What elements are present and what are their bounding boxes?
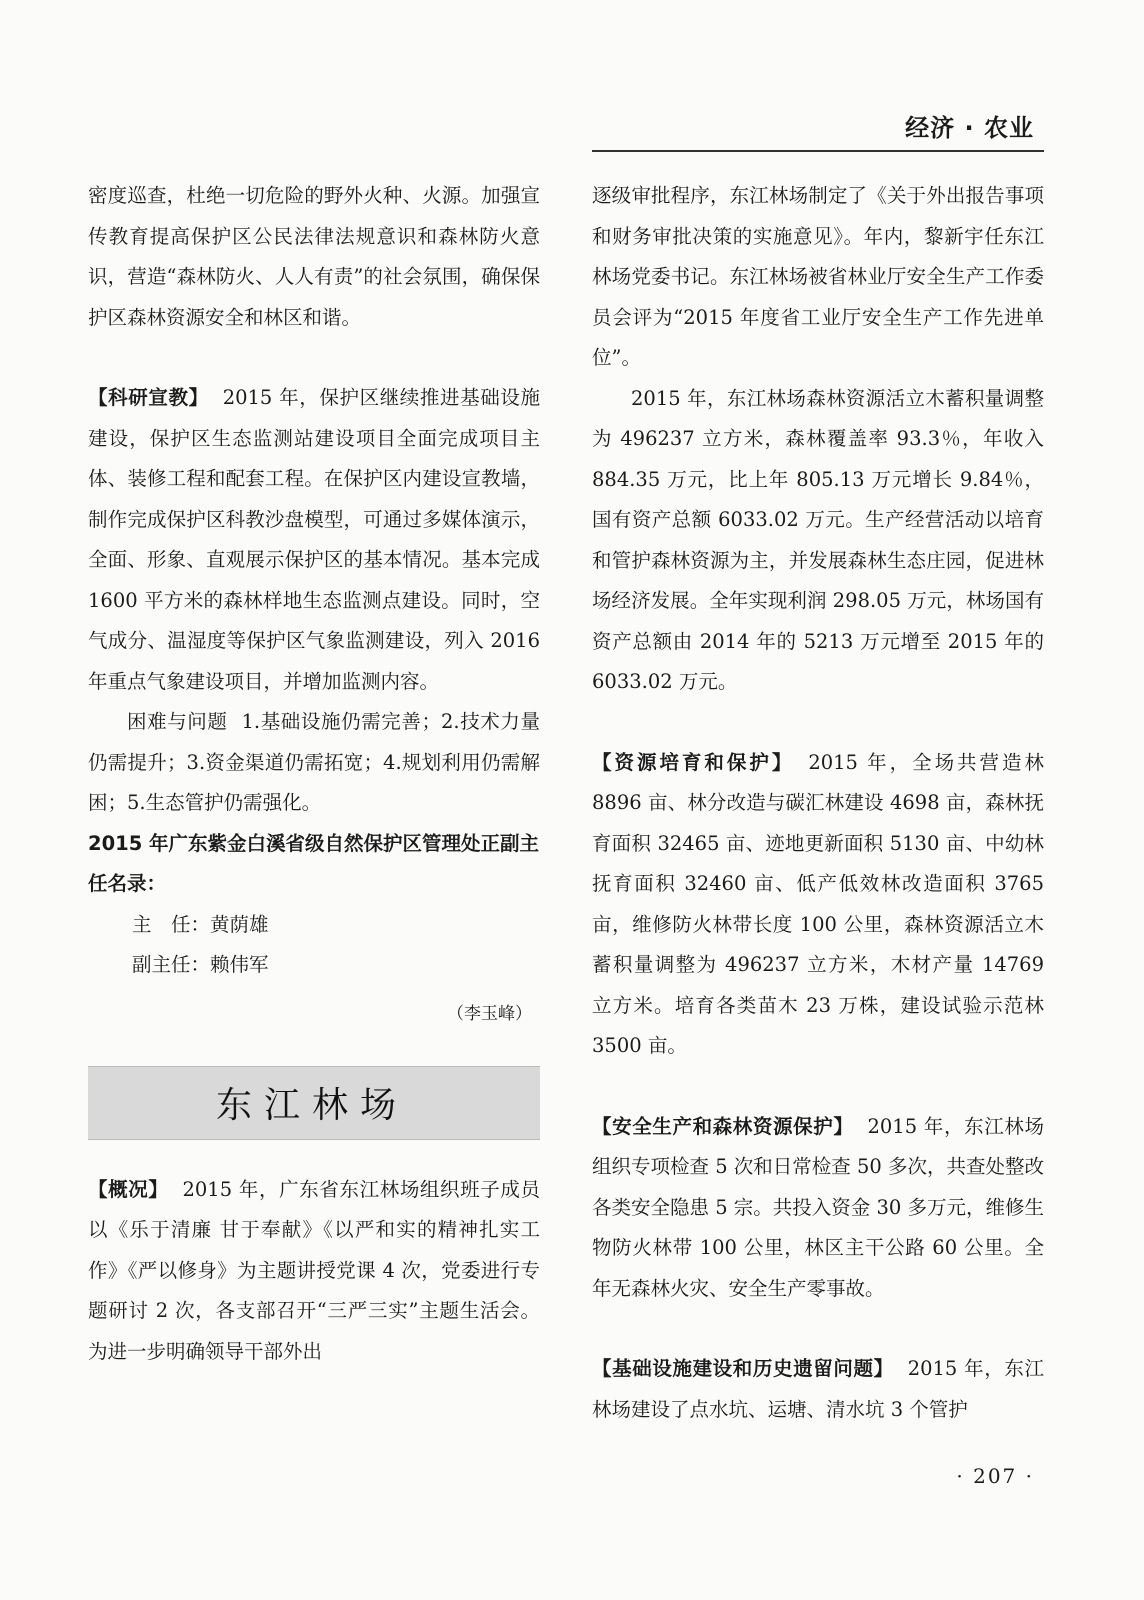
overview-section	[88, 1170, 540, 1373]
resources-text: 2015 年，全场共营造林 8896 亩、林分改造与碳汇林建设 4698 亩，森林抚育面积 32465 亩、迹地更新面积 5130 亩、中幼林抚育面积 32460 亩、低产低效林改造面积 3765 亩，维修防火林带长度 100 公里，森林资源活立木蓄积量调整为 496237 立方米，木材产量 14769 立方米。培育各类苗木 23 万株，建设试验示范林 3500 亩。	[592, 750, 1044, 1057]
section-banner	[88, 1066, 540, 1140]
roster-director	[88, 905, 540, 946]
author-credit: （李玉峰）	[447, 1003, 532, 1024]
page-number: · 207 ·	[956, 1464, 1034, 1488]
roster-name: 黄荫雄	[210, 912, 269, 936]
infrastructure-section	[592, 1349, 1044, 1430]
research-section	[88, 378, 540, 702]
infrastructure-title: 【基础设施建设和历史遗留问题】	[592, 1357, 894, 1380]
resources-title: 【资源培育和保护】	[592, 750, 795, 774]
infrastructure-text: 2015 年，东江林场建设了点水坑、运塘、清水坑 3 个管护	[592, 1357, 1044, 1421]
problems-paragraph	[88, 702, 540, 824]
section-header: 经济 · 农业	[905, 114, 1034, 142]
problems-text: 1.基础设施仍需完善；2.技术力量仍需提升；3.资金渠道仍需拓宽；4.规划利用仍需解困；5.生态管护仍需强化。	[88, 710, 540, 814]
safety-text: 2015 年，东江林场组织专项检查 5 次和日常检查 50 多次，共查处整改各类安全隐患 5 宗。共投入资金 30 多万元，维修生物防火林带 100 公里，林区主干公路 60 公里。全年无森林火灾、安全生产零事故。	[592, 1114, 1045, 1300]
header-rule	[592, 150, 1044, 152]
roster-name: 赖伟军	[210, 953, 269, 976]
right-column	[592, 176, 1044, 1430]
roster-role: 副主任：	[132, 953, 211, 976]
research-text: 2015 年，保护区继续推进基础设施建设，保护区生态监测站建设项目全面完成项目主体、装修工程和配套工程。在保护区内建设宣教墙，制作完成保护区科教沙盘模型，可通过多媒体演示，全面、形象、直观展示保护区的基本情况。基本完成 1600 平方米的森林样地生态监测点建设。同时，空气成分、温湿度等保护区气象监测建设，列入 2016 年重点气象建设项目，并增加监测内容。	[88, 386, 540, 693]
problems-label: 困难与问题	[127, 710, 228, 733]
left-column	[88, 176, 540, 1372]
roster-title: 2015 年广东紫金白溪省级自然保护区管理处正副主任名录：	[88, 831, 540, 895]
research-title: 【科研宣教】	[88, 386, 209, 409]
fire-protection-paragraph: 密度巡查，杜绝一切危险的野外火种、火源。加强宣传教育提高保护区公民法律法规意识和森林防火意识，营造“森林防火、人人有责”的社会氛围，确保保护区森林资源安全和林区和谐。	[88, 184, 540, 329]
forest-stats-paragraph: 2015 年，东江林场森林资源活立木蓄积量调整为 496237 立方米，森林覆盖率 93.3％，年收入 884.35 万元，比上年 805.13 万元增长 9.84％，国有资产总额 6033.02 万元。生产经营活动以培育和管护森林资源为主，并发展森林生态庄园，促进林场经济发展。全年实现利润 298.05 万元，林场国有资产总额由 2014 年的 5213 万元增至 2015 年的 6033.02 万元。	[592, 386, 1044, 693]
banner-title: 东江林场	[216, 1085, 409, 1126]
safety-title: 【安全生产和森林资源保护】	[592, 1114, 854, 1138]
overview-title: 【概况】	[88, 1177, 169, 1201]
resources-section	[592, 743, 1044, 1067]
safety-section	[592, 1107, 1044, 1310]
overview-text: 2015 年，广东省东江林场组织班子成员以《乐于清廉 甘于奉献》《以严和实的精神扎实工作》《严以修身》为主题讲授党课 4 次，党委进行专题研讨 2 次，各支部召开“三严三实”主题生活会。为进一步明确领导干部外出	[88, 1177, 540, 1363]
approval-paragraph: 逐级审批程序，东江林场制定了《关于外出报告事项和财务审批决策的实施意见》。年内，黎新宇任东江林场党委书记。东江林场被省林业厅安全生产工作委员会评为“2015 年度省工业厅安全生产工作先进单位”。	[592, 184, 1044, 369]
roster-deputy	[88, 945, 540, 986]
roster-role: 主 任：	[132, 912, 211, 936]
